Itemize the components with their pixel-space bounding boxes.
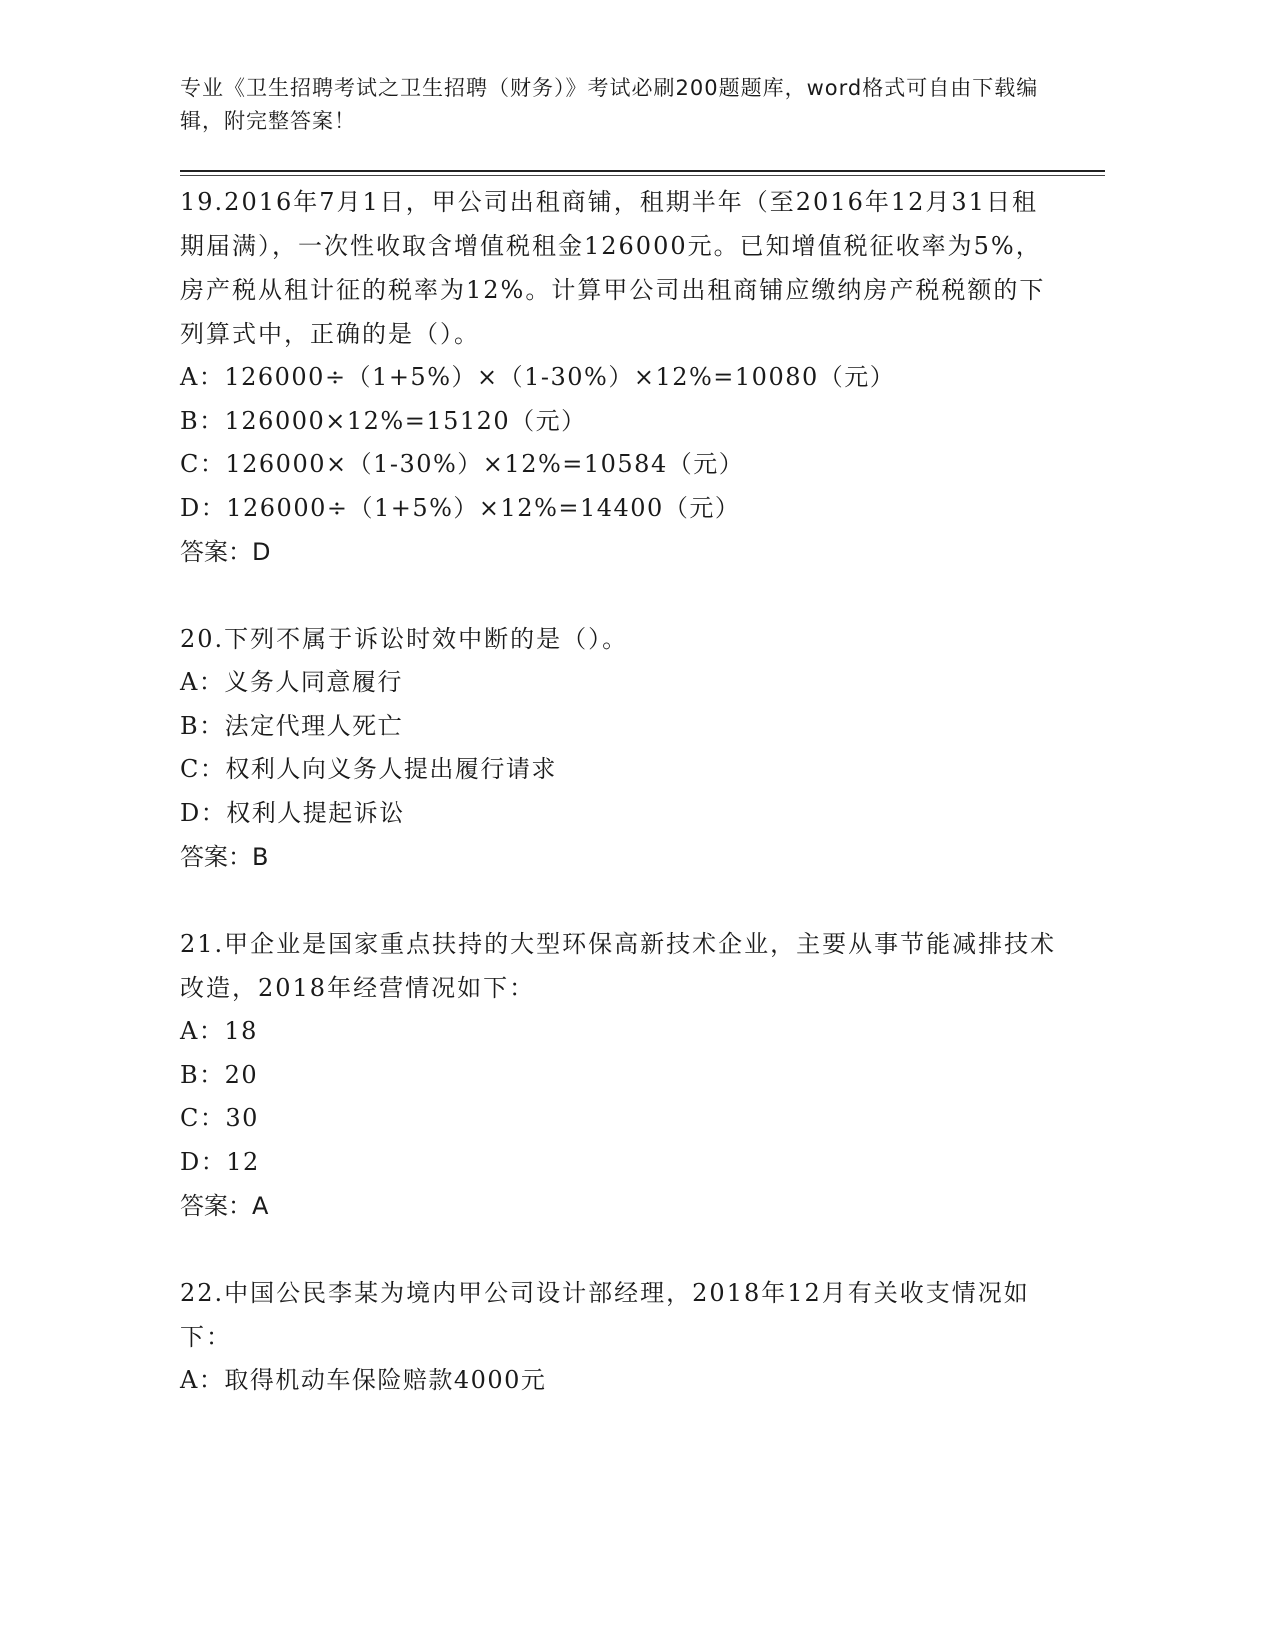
option-c: C：30 [180,1104,259,1132]
option-d: D：126000÷（1+5%）×12%=14400（元） [180,493,741,522]
option-a: A：义务人同意履行 [180,668,403,696]
option-b: B：20 [180,1060,259,1089]
option-a: A：126000÷（1+5%）×（1-30%）×12%=10080（元） [180,363,896,391]
answer-line: 答案：A [180,1192,269,1220]
header-divider-thin [180,175,1105,176]
option-d: D：12 [180,1147,260,1176]
answer-line: 答案：D [180,538,271,566]
option-c: C：权利人向义务人提出履行请求 [180,755,557,783]
answer-line: 答案：B [180,843,269,871]
question-20 [180,617,1060,879]
question-list [180,180,1060,1403]
spacer [180,574,1060,617]
spacer [180,1228,1060,1271]
option-c: C：126000×（1-30%）×12%=10584（元） [180,450,745,478]
question-19 [180,180,1060,574]
question-stem: 19.2016年7月1日，甲公司出租商铺，租期半年（至2016年12月31日租期届满），一次性收取含增值税租金126000元。已知增值税征收率为5%，房产税从租计征的税率为12%。计算甲公司出租商铺应缴纳房产税税额的下列算式中，正确的是（）。 [180,188,1046,348]
question-stem: 22.中国公民李某为境内甲公司设计部经理，2018年12月有关收支情况如下： [180,1279,1030,1351]
option-a: A：18 [180,1017,258,1045]
option-b: B：法定代理人死亡 [180,711,404,740]
question-stem: 21.甲企业是国家重点扶持的大型环保高新技术企业，主要从事节能减排技术改造，2018年经营情况如下： [180,930,1057,1002]
question-21 [180,922,1060,1228]
question-22 [180,1271,1060,1403]
document-header: 专业《卫生招聘考试之卫生招聘（财务）》考试必刷200题题库，word格式可自由下载编辑，附完整答案！ [180,76,1039,133]
option-a: A：取得机动车保险赔款4000元 [180,1366,547,1394]
option-d: D：权利人提起诉讼 [180,798,405,827]
spacer [180,879,1060,922]
header-divider [180,170,1105,172]
option-b: B：126000×12%=15120（元） [180,406,587,435]
question-stem: 20.下列不属于诉讼时效中断的是（）。 [180,625,629,653]
